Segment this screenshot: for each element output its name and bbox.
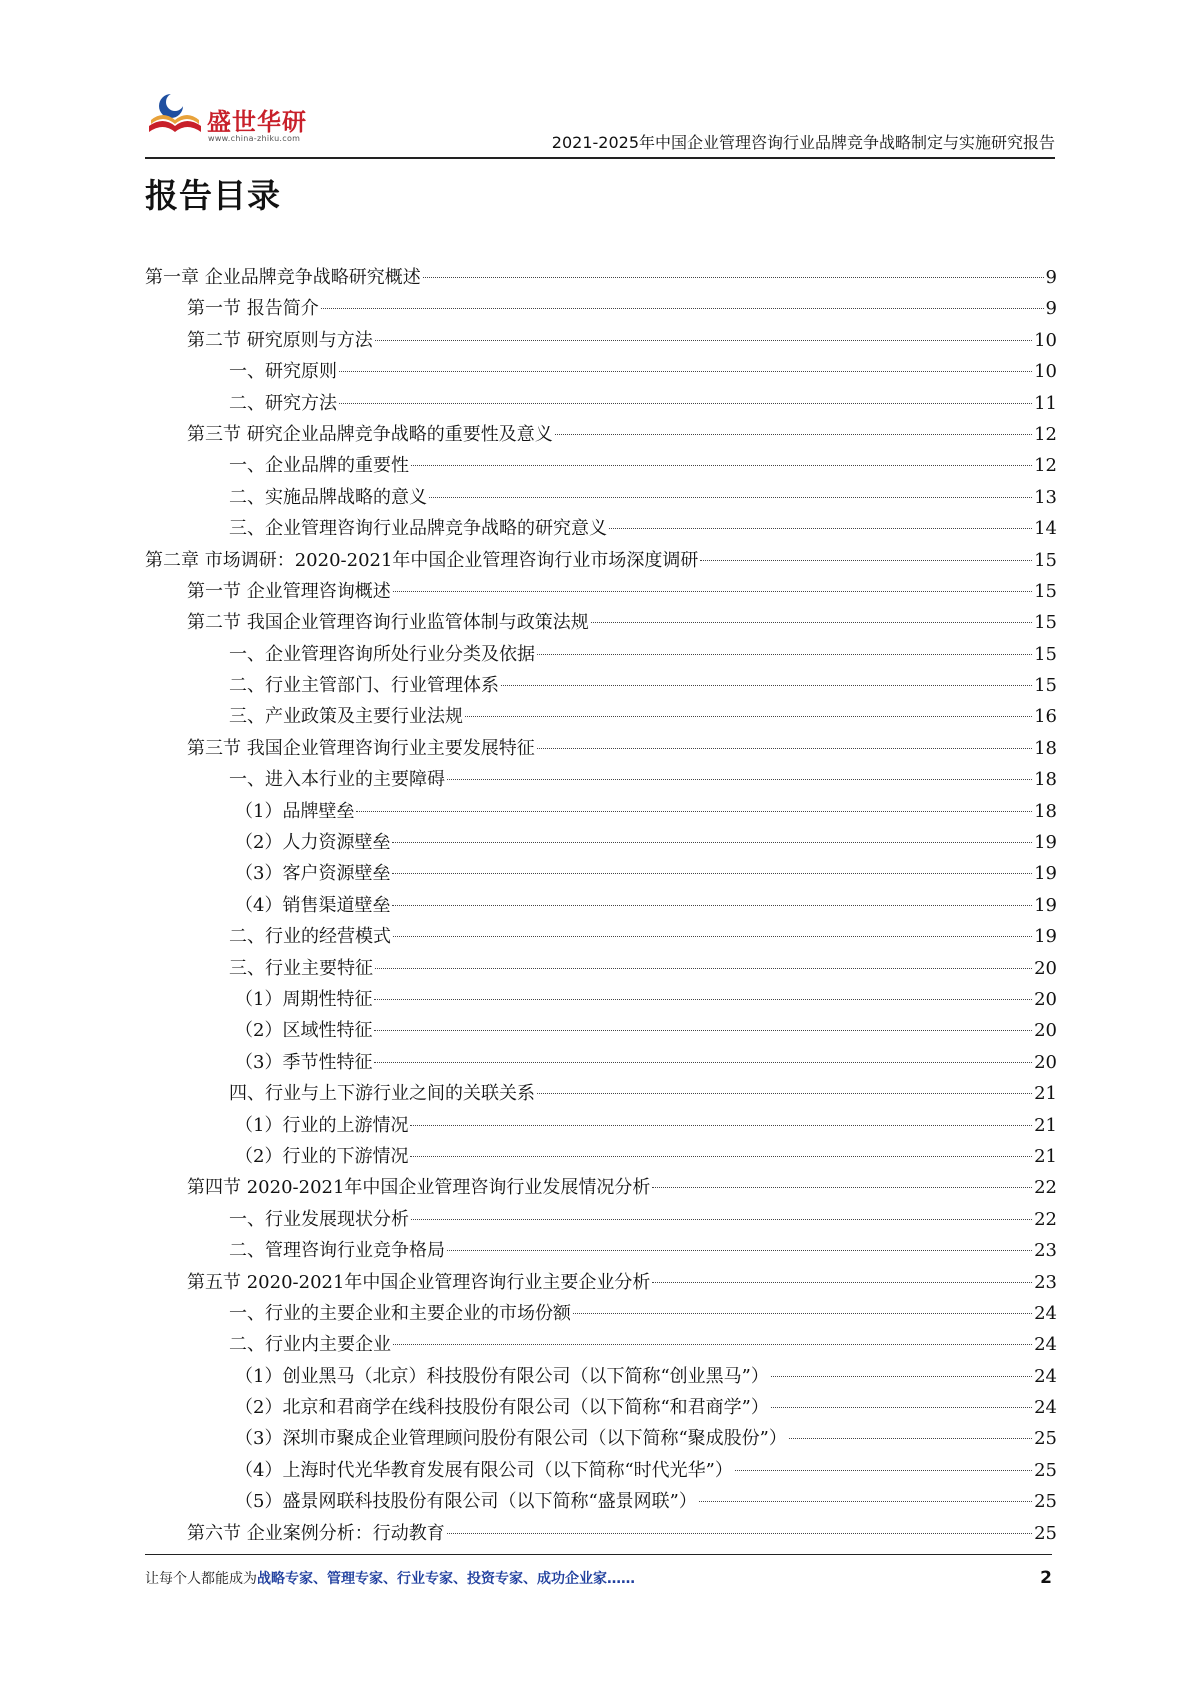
toc-dot-leader <box>375 968 1032 969</box>
toc-entry-label: 第五节 2020-2021年中国企业管理咨询行业主要企业分析 <box>187 1271 651 1293</box>
toc-entry[interactable] <box>145 450 1057 481</box>
toc-entry-label: （3）客户资源壁垒 <box>235 863 391 885</box>
toc-entry[interactable] <box>145 1486 1057 1517</box>
toc-entry-page: 23 <box>1034 1240 1057 1262</box>
toc-entry-page: 21 <box>1034 1114 1057 1136</box>
page-footer <box>145 1568 1052 1592</box>
table-of-contents <box>145 262 1057 1549</box>
toc-entry-page: 12 <box>1034 455 1057 477</box>
toc-entry-page: 15 <box>1034 549 1057 571</box>
toc-entry[interactable] <box>145 576 1057 607</box>
toc-dot-leader <box>423 277 1044 278</box>
toc-entry-label: （1）周期性特征 <box>235 988 373 1010</box>
toc-entry-page: 22 <box>1034 1177 1057 1199</box>
toc-entry-label: 第三节 研究企业品牌竞争战略的重要性及意义 <box>187 423 553 445</box>
toc-dot-leader <box>374 999 1032 1000</box>
toc-entry-label: （2）行业的下游情况 <box>235 1145 409 1167</box>
toc-dot-leader <box>447 1250 1032 1251</box>
toc-entry-label: 三、行业主要特征 <box>229 957 373 979</box>
toc-entry[interactable] <box>145 419 1057 450</box>
toc-entry-label: （5）盛景网联科技股份有限公司（以下简称“盛景网联”） <box>235 1491 697 1513</box>
toc-entry-label: 二、研究方法 <box>229 392 337 414</box>
toc-entry-label: 三、产业政策及主要行业法规 <box>229 706 463 728</box>
toc-entry-page: 12 <box>1034 423 1057 445</box>
toc-entry-page: 14 <box>1034 518 1057 540</box>
toc-dot-leader <box>537 748 1032 749</box>
toc-entry-label: （2）人力资源壁垒 <box>235 832 391 854</box>
footer-divider <box>145 1554 1052 1555</box>
toc-entry-page: 16 <box>1034 706 1057 728</box>
toc-entry[interactable] <box>145 827 1057 858</box>
toc-dot-leader <box>411 1219 1032 1220</box>
toc-entry[interactable] <box>145 733 1057 764</box>
toc-entry-page: 19 <box>1034 863 1057 885</box>
toc-entry[interactable] <box>145 293 1057 324</box>
toc-dot-leader <box>410 1125 1032 1126</box>
toc-entry[interactable] <box>145 639 1057 670</box>
toc-entry-page: 19 <box>1034 926 1057 948</box>
toc-entry-page: 19 <box>1034 894 1057 916</box>
toc-entry-label: 一、研究原则 <box>229 361 337 383</box>
toc-dot-leader <box>393 591 1032 592</box>
toc-entry-page: 24 <box>1034 1397 1057 1419</box>
toc-entry[interactable] <box>145 1015 1057 1046</box>
toc-entry[interactable] <box>145 1078 1057 1109</box>
toc-dot-leader <box>356 811 1032 812</box>
toc-entry[interactable] <box>145 325 1057 356</box>
toc-entry-page: 24 <box>1034 1365 1057 1387</box>
toc-entry[interactable] <box>145 1172 1057 1203</box>
toc-dot-leader <box>573 1313 1032 1314</box>
toc-entry[interactable] <box>145 953 1057 984</box>
toc-entry[interactable] <box>145 513 1057 544</box>
toc-entry[interactable] <box>145 796 1057 827</box>
toc-entry-label: 第四节 2020-2021年中国企业管理咨询行业发展情况分析 <box>187 1177 651 1199</box>
toc-entry-page: 15 <box>1034 675 1057 697</box>
toc-entry-label: 二、行业的经营模式 <box>229 926 391 948</box>
toc-entry[interactable] <box>145 1204 1057 1235</box>
toc-entry[interactable] <box>145 388 1057 419</box>
brand-book-icon <box>145 82 209 146</box>
toc-dot-leader <box>392 842 1032 843</box>
toc-entry-page: 19 <box>1034 832 1057 854</box>
toc-dot-leader <box>393 936 1032 937</box>
toc-entry[interactable] <box>145 921 1057 952</box>
toc-dot-leader <box>591 622 1032 623</box>
toc-entry-page: 20 <box>1034 957 1057 979</box>
toc-entry[interactable] <box>145 764 1057 795</box>
toc-entry-label: 第一节 企业管理咨询概述 <box>187 580 391 602</box>
toc-dot-leader <box>392 873 1032 874</box>
toc-entry-label: （2）北京和君商学在线科技股份有限公司（以下简称“和君商学”） <box>235 1397 769 1419</box>
toc-dot-leader <box>609 528 1032 529</box>
toc-dot-leader <box>537 654 1032 655</box>
toc-entry-label: （1）行业的上游情况 <box>235 1114 409 1136</box>
toc-entry-page: 15 <box>1034 612 1057 634</box>
toc-entry[interactable] <box>145 1298 1057 1329</box>
toc-dot-leader <box>410 1156 1032 1157</box>
toc-entry-label: 第一章 企业品牌竞争战略研究概述 <box>145 267 421 288</box>
toc-entry[interactable] <box>145 858 1057 889</box>
toc-entry-page: 18 <box>1034 800 1057 822</box>
toc-dot-leader <box>321 308 1044 309</box>
toc-dot-leader <box>699 1501 1032 1502</box>
toc-entry-label: 第六节 企业案例分析：行动教育 <box>187 1522 445 1544</box>
toc-dot-leader <box>393 1344 1032 1345</box>
toc-entry-page: 22 <box>1034 1208 1057 1230</box>
toc-entry-page: 25 <box>1034 1428 1057 1450</box>
toc-entry-label: 一、进入本行业的主要障碍 <box>229 769 445 791</box>
toc-entry[interactable] <box>145 262 1057 293</box>
page-number: 2 <box>1040 1568 1052 1588</box>
toc-entry-label: 二、管理咨询行业竞争格局 <box>229 1240 445 1262</box>
toc-entry-page: 15 <box>1034 580 1057 602</box>
toc-entry[interactable] <box>145 1267 1057 1298</box>
toc-entry-page: 21 <box>1034 1083 1057 1105</box>
toc-entry-label: （3）深圳市聚成企业管理顾问股份有限公司（以下简称“聚成股份”） <box>235 1428 787 1450</box>
toc-entry-label: （4）销售渠道壁垒 <box>235 894 391 916</box>
toc-entry-page: 15 <box>1034 643 1057 665</box>
toc-dot-leader <box>771 1376 1032 1377</box>
toc-entry-page: 20 <box>1034 1020 1057 1042</box>
toc-entry[interactable] <box>145 1110 1057 1141</box>
toc-entry[interactable] <box>145 1047 1057 1078</box>
toc-dot-leader <box>735 1470 1032 1471</box>
toc-entry-label: 第二节 我国企业管理咨询行业监管体制与政策法规 <box>187 612 589 634</box>
toc-entry-page: 10 <box>1034 361 1057 383</box>
toc-entry-label: 第三节 我国企业管理咨询行业主要发展特征 <box>187 737 535 759</box>
toc-dot-leader <box>789 1438 1032 1439</box>
toc-entry-page: 13 <box>1034 486 1057 508</box>
toc-entry[interactable] <box>145 482 1057 513</box>
toc-entry-label: 一、行业的主要企业和主要企业的市场份额 <box>229 1302 571 1324</box>
toc-entry-page: 9 <box>1045 298 1057 320</box>
toc-entry-label: （2）区域性特征 <box>235 1020 373 1042</box>
toc-entry-page: 25 <box>1034 1459 1057 1481</box>
page-header <box>145 82 1055 162</box>
brand-url: www.china-zhiku.com <box>208 134 301 143</box>
toc-entry-label: 四、行业与上下游行业之间的关联关系 <box>229 1083 535 1105</box>
toc-entry[interactable] <box>145 1329 1057 1360</box>
toc-dot-leader <box>374 1062 1032 1063</box>
toc-dot-leader <box>392 905 1032 906</box>
toc-entry[interactable] <box>145 670 1057 701</box>
toc-entry[interactable] <box>145 545 1057 576</box>
toc-entry[interactable] <box>145 1361 1057 1392</box>
toc-dot-leader <box>447 1533 1032 1534</box>
toc-entry-label: 二、行业内主要企业 <box>229 1334 391 1356</box>
toc-entry-label: 第一节 报告简介 <box>187 298 319 320</box>
toc-dot-leader <box>501 685 1032 686</box>
toc-entry-label: 第二章 市场调研：2020-2021年中国企业管理咨询行业市场深度调研 <box>145 549 699 571</box>
toc-dot-leader <box>447 779 1032 780</box>
toc-entry[interactable] <box>145 984 1057 1015</box>
toc-entry-label: （1）品牌壁垒 <box>235 800 355 822</box>
toc-entry-label: （3）季节性特征 <box>235 1051 373 1073</box>
toc-dot-leader <box>700 560 1032 561</box>
toc-entry-page: 18 <box>1034 769 1057 791</box>
toc-entry[interactable] <box>145 1235 1057 1266</box>
toc-dot-leader <box>652 1187 1032 1188</box>
toc-entry-label: 三、企业管理咨询行业品牌竞争战略的研究意义 <box>229 518 607 540</box>
footer-slogan-emphasis: 战略专家、管理专家、行业专家、投资专家、成功企业家…… <box>257 1571 635 1587</box>
toc-entry[interactable] <box>145 1423 1057 1454</box>
toc-entry-label: 二、行业主管部门、行业管理体系 <box>229 675 499 697</box>
toc-entry[interactable] <box>145 1518 1057 1549</box>
toc-entry-page: 20 <box>1034 1051 1057 1073</box>
report-title: 2021-2025年中国企业管理咨询行业品牌竞争战略制定与实施研究报告 <box>551 133 1055 152</box>
toc-dot-leader <box>465 716 1032 717</box>
toc-entry-label: 二、实施品牌战略的意义 <box>229 486 427 508</box>
header-divider <box>145 157 1055 159</box>
footer-slogan-prefix: 让每个人都能成为 <box>145 1571 257 1587</box>
toc-dot-leader <box>537 1093 1032 1094</box>
toc-entry-page: 23 <box>1034 1271 1057 1293</box>
brand-logo <box>145 82 315 146</box>
toc-entry-page: 11 <box>1034 392 1057 414</box>
toc-dot-leader <box>771 1407 1032 1408</box>
page-title: 报告目录 <box>145 176 281 215</box>
toc-entry[interactable] <box>145 1392 1057 1423</box>
toc-entry-page: 24 <box>1034 1302 1057 1324</box>
toc-dot-leader <box>339 371 1032 372</box>
toc-dot-leader <box>429 497 1032 498</box>
toc-dot-leader <box>375 340 1032 341</box>
toc-entry-page: 20 <box>1034 988 1057 1010</box>
toc-entry-page: 18 <box>1034 737 1057 759</box>
toc-entry-label: 一、企业品牌的重要性 <box>229 455 409 477</box>
toc-entry[interactable] <box>145 1141 1057 1172</box>
toc-entry-label: 一、行业发展现状分析 <box>229 1208 409 1230</box>
toc-entry-page: 24 <box>1034 1334 1057 1356</box>
toc-dot-leader <box>555 434 1032 435</box>
toc-entry-page: 9 <box>1045 267 1057 288</box>
toc-entry-label: （1）创业黑马（北京）科技股份有限公司（以下简称“创业黑马”） <box>235 1365 769 1387</box>
toc-dot-leader <box>652 1282 1032 1283</box>
toc-entry[interactable] <box>145 607 1057 638</box>
toc-entry-label: 一、企业管理咨询所处行业分类及依据 <box>229 643 535 665</box>
toc-entry-page: 25 <box>1034 1491 1057 1513</box>
toc-entry[interactable] <box>145 1455 1057 1486</box>
toc-entry-label: （4）上海时代光华教育发展有限公司（以下简称“时代光华”） <box>235 1459 733 1481</box>
toc-entry-label: 第二节 研究原则与方法 <box>187 329 373 351</box>
toc-dot-leader <box>339 403 1032 404</box>
toc-entry[interactable] <box>145 356 1057 387</box>
toc-entry[interactable] <box>145 890 1057 921</box>
toc-dot-leader <box>411 465 1032 466</box>
toc-entry[interactable] <box>145 701 1057 732</box>
toc-entry-page: 21 <box>1034 1145 1057 1167</box>
brand-name: 盛世华研 <box>207 108 307 136</box>
toc-entry-page: 25 <box>1034 1522 1057 1544</box>
toc-entry-page: 10 <box>1034 329 1057 351</box>
toc-dot-leader <box>374 1030 1032 1031</box>
